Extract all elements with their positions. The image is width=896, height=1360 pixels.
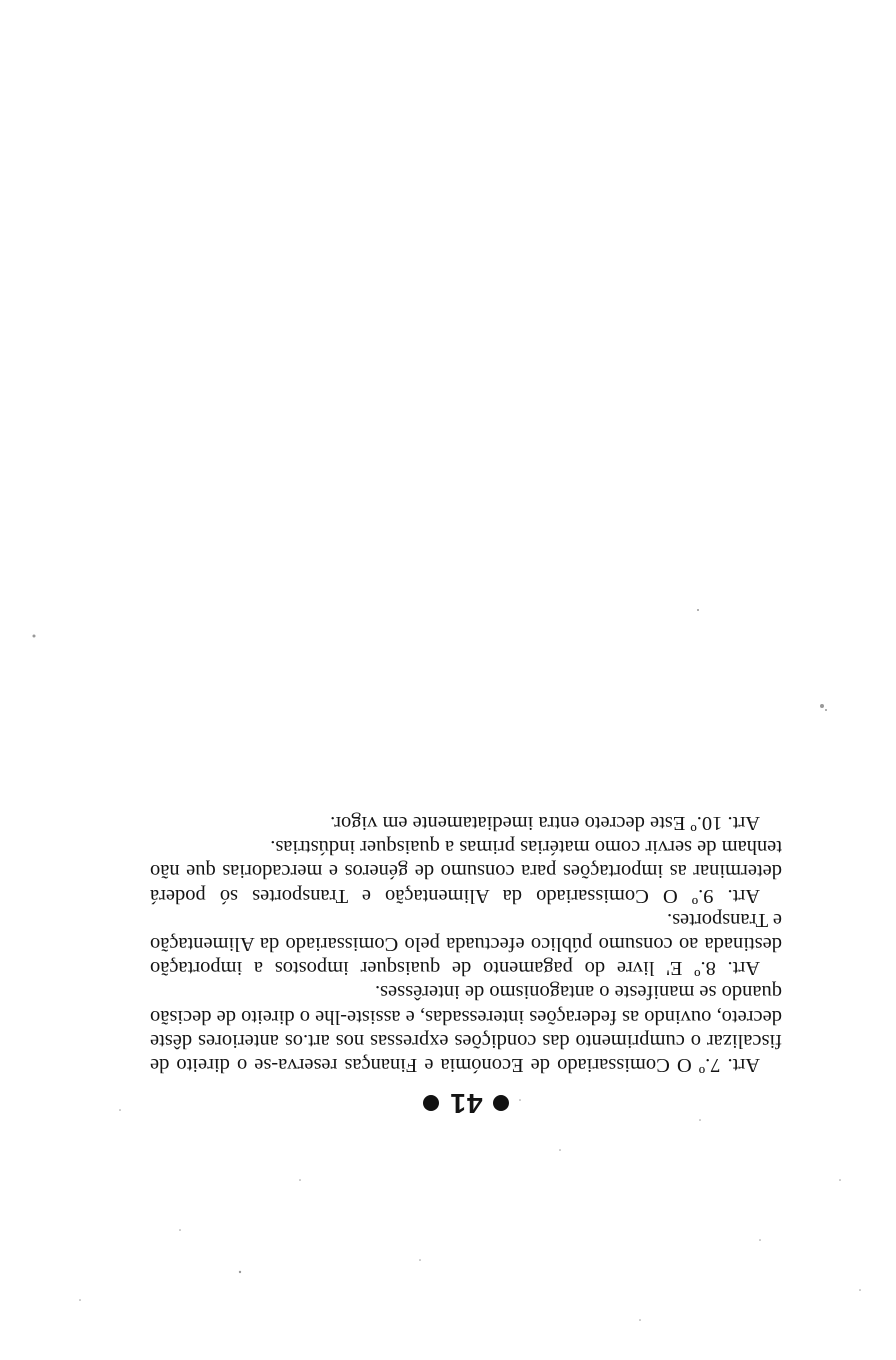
article-10 (150, 811, 782, 835)
article-8-text: E' livre do pagamento de quaisquer impostos a importação destinada ao consumo público efectuada pelo Comissariado da Alimentação e Transportes. (150, 908, 782, 980)
page-number: 41 (449, 1088, 483, 1119)
bullet-right (423, 1095, 439, 1111)
article-7-label: Art. 7.º (698, 1054, 760, 1076)
article-9-label: Art. 9.º (691, 884, 760, 907)
article-7 (150, 980, 782, 1077)
article-8 (150, 908, 782, 981)
article-10-label: Art. 10.º (690, 811, 760, 834)
article-9-text: O Comissariado da Alimentação e Transportes só poderá determinar as importações para consumo de géneros e mercadorias que não tenham de servir como matérias primas a quaisquer indústrias. (149, 836, 782, 907)
article-9 (150, 835, 782, 908)
article-8-label: Art. 8.º (694, 957, 760, 980)
bullet-left (493, 1095, 509, 1111)
printed-page (150, 755, 782, 1125)
article-10-text: Este decreto entra imediatamente em vigor. (330, 811, 686, 834)
page-header (150, 1081, 782, 1125)
article-7-text: O Comissariado de Económia e Finanças reserva-se o direito de fiscalizar o cumprimento das condições expressas nos art.os anteriores dêste decreto, ouvindo as federações interessadas, e assiste-lhe o direito de decisão quando se manifeste o antagonismo de interêsses. (149, 981, 782, 1076)
decree-text (150, 811, 782, 1077)
